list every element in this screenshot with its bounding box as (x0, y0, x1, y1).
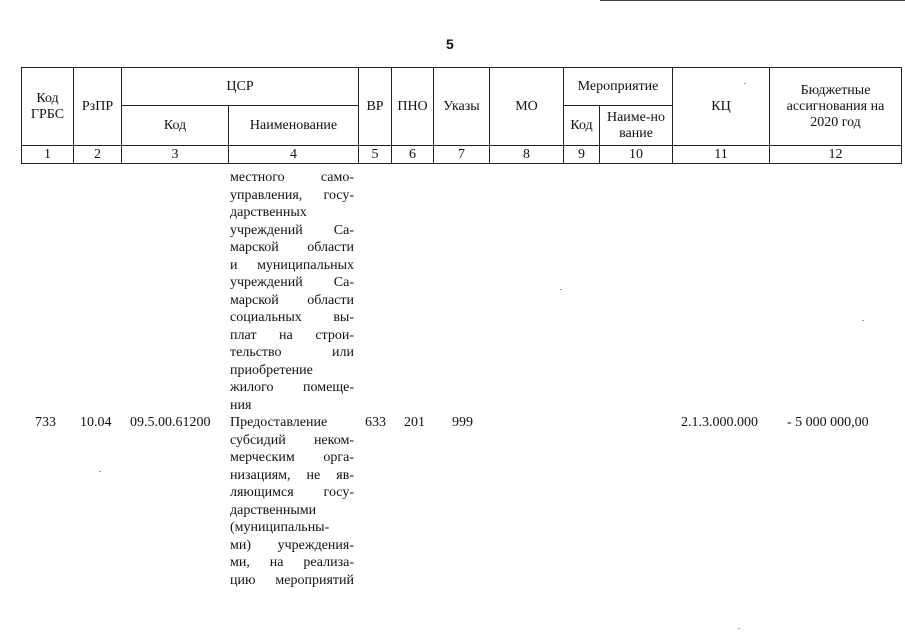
header-csr: ЦСР (122, 68, 359, 106)
row-ukazy: 999 (452, 415, 473, 430)
column-number-9: 9 (564, 146, 600, 164)
name-text-line: плат на строи- (230, 327, 354, 343)
name-text-line: ния (230, 397, 252, 413)
name-text-line: ляющимся госу- (230, 485, 354, 500)
row-csr: 09.5.00.61200 (130, 415, 211, 430)
row-grbs: 733 (35, 415, 56, 430)
top-rule (600, 0, 905, 1)
column-number-12: 12 (770, 146, 902, 164)
header-ukazy: Указы (434, 68, 490, 146)
header-pno: ПНО (392, 68, 434, 146)
name-text-line: ми, на реализа- (230, 555, 354, 570)
name-text-line: тельство или (230, 345, 354, 360)
name-text-line: (муниципальны- (230, 520, 330, 535)
header-mo: МО (490, 68, 564, 146)
header-meropriyatie: Мероприятие (564, 68, 673, 106)
header-kod-grbs: Код ГРБС (22, 68, 74, 146)
header-vr: ВР (359, 68, 392, 146)
name-text-line: низациям, не яв- (230, 467, 354, 483)
scan-speck (738, 628, 740, 629)
name-text-line: цию мероприятий (230, 572, 354, 588)
header-csr-name: Наименование (229, 106, 359, 146)
name-column-text (230, 169, 354, 589)
column-number-6: 6 (392, 146, 434, 164)
column-number-5: 5 (359, 146, 392, 164)
row-kc: 2.1.3.000.000 (681, 415, 758, 430)
budget-table-header (21, 67, 902, 164)
name-text-line: мерческим орга- (230, 450, 354, 465)
row-amount: - 5 000 000,00 (787, 415, 869, 430)
column-number-2: 2 (74, 146, 122, 164)
name-text-line: местного само- (230, 170, 354, 185)
name-text-line: приобретение (230, 362, 313, 378)
row-rzpr: 10.04 (80, 415, 112, 430)
name-text-line: марской области (230, 292, 354, 308)
name-text-line: жилого помеще- (230, 380, 354, 395)
name-text-line: социальных вы- (230, 310, 354, 325)
scan-speck (560, 289, 562, 290)
name-text-line: ми) учреждения- (230, 537, 354, 553)
column-number-11: 11 (673, 146, 770, 164)
column-numbers-row (22, 146, 902, 164)
header-rzpr: РзПР (74, 68, 122, 146)
column-number-7: 7 (434, 146, 490, 164)
header-mer-name: Наиме-нование (600, 106, 673, 146)
name-text-line: Предоставление (230, 415, 328, 430)
row-vr: 633 (365, 415, 386, 430)
column-number-3: 3 (122, 146, 229, 164)
name-text-line: и муниципальных (230, 257, 354, 273)
column-number-10: 10 (600, 146, 673, 164)
name-text-line: марской области (230, 240, 354, 255)
page-number: 5 (446, 36, 454, 52)
name-text-line: субсидий неком- (230, 432, 354, 448)
column-number-4: 4 (229, 146, 359, 164)
row-pno: 201 (404, 415, 425, 430)
name-text-line: дарственных (230, 205, 307, 220)
column-number-8: 8 (490, 146, 564, 164)
scan-speck (99, 471, 101, 472)
name-text-line: дарственными (230, 502, 317, 518)
column-number-1: 1 (22, 146, 74, 164)
name-text-line: учреждений Са- (230, 275, 354, 290)
scan-speck (862, 320, 864, 321)
name-text-line: учреждений Са- (230, 222, 354, 238)
header-csr-kod: Код (122, 106, 229, 146)
scan-speck (744, 83, 746, 84)
name-text-line: управления, госу- (230, 187, 354, 203)
header-budget: Бюджетные ассигнования на 2020 год (770, 68, 902, 146)
header-kc: КЦ (673, 68, 770, 146)
header-mer-kod: Код (564, 106, 600, 146)
